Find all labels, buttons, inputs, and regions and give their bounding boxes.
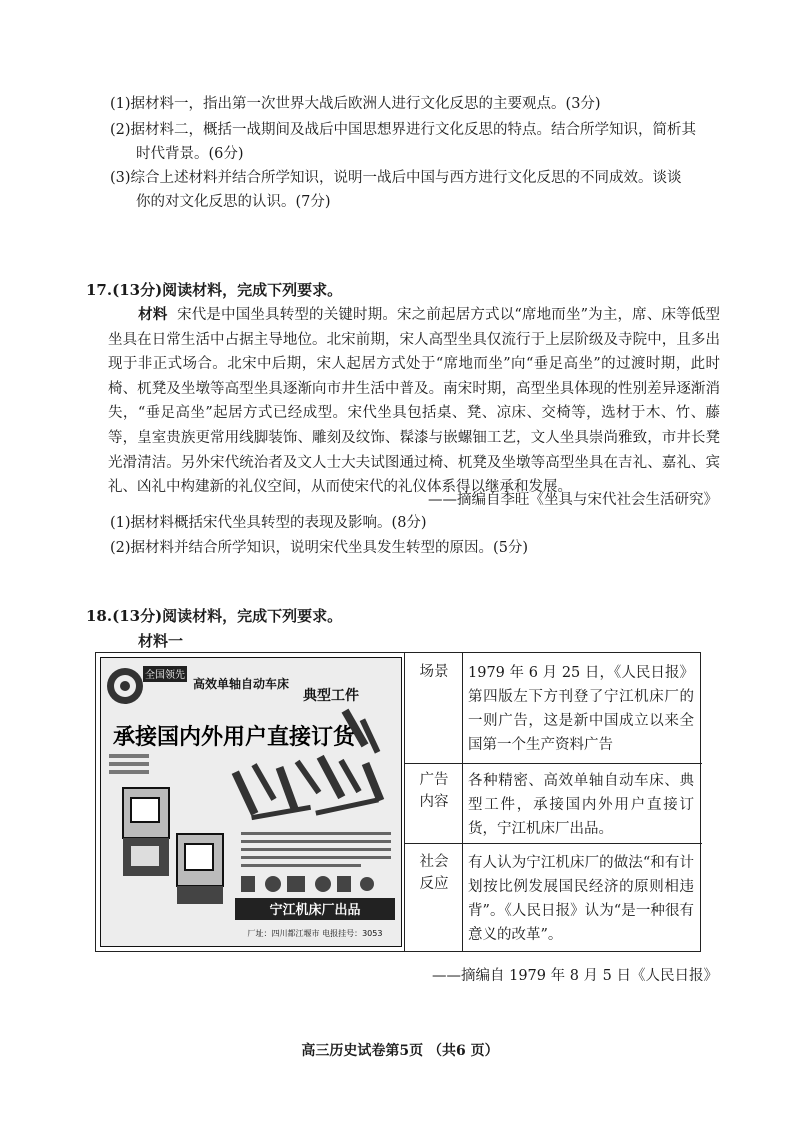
q17-subquestion-1: (1)据材料概括宋代坐具转型的表现及影响。(8分) (110, 515, 427, 531)
q17-material (108, 303, 720, 500)
q16-subquestion-1: (1)据材料一，指出第一次世界大战后欧洲人进行文化反思的主要观点。(3分) (110, 96, 601, 112)
table-divider-column (462, 653, 463, 951)
row-text-social-reaction: 有人认为宁江机床厂的做法“和有计划按比例发展国民经济的原则相违背”。《人民日报》认为“是一种很有意义的改革”。 (468, 855, 694, 943)
table-divider-vertical (404, 653, 405, 951)
row-label-social-reaction: 社会 反应 (419, 854, 449, 892)
poster-address: 厂址：四川都江堰市 电报挂号：3053 (247, 929, 383, 938)
q18-heading: 18.(13分)阅读材料，完成下列要求。 (86, 607, 343, 625)
poster-headline: 承接国内外用户直接订货 (113, 725, 356, 750)
q16-subquestion-2: (2)据材料二，概括一战期间及战后中国思想界进行文化反思的特点。结合所学知识，简析其 (110, 122, 697, 138)
table-divider-row-1 (404, 763, 702, 764)
q17-source: ——摘编自李旺《坐具与宋代社会生活研究》 (428, 492, 718, 508)
table-divider-row-2 (404, 843, 702, 844)
poster-maker: 宁江机床厂出品 (269, 903, 361, 918)
row-text-scene: 1979 年 6 月 25 日，《人民日报》第四版左下方刊登了宁江机床厂的一则广告，这是新中国成立以来全国第一个生产资料广告 (468, 665, 694, 753)
q16-subquestion-3-cont: 你的对文化反思的认识。(7分) (136, 194, 331, 210)
material1-table (95, 652, 701, 952)
page-footer: 高三历史试卷第5页 （共6 页） (301, 1043, 499, 1059)
row-label-ad-content: 广告 内容 (419, 772, 449, 810)
ad-poster-image (100, 657, 402, 947)
q17-subquestion-2: (2)据材料并结合所学知识，说明宋代坐具发生转型的原因。(5分) (110, 540, 529, 556)
q16-subquestion-3: (3)综合上述材料并结合所学知识，说明一战后中国与西方进行文化反思的不同成效。谈谈 (110, 170, 682, 186)
q17-material-text: 宋代是中国坐具转型的关键时期。宋之前起居方式以“席地而坐”为主，席、床等低型坐具在日常生活中占据主导地位。北宋前期，宋人高型坐具仅流行于上层阶级及寺院中，且多出现于非正式场合。北宋中后期，宋人起居方式处于“席地而坐”向“垂足高坐”的过渡时期，此时椅、杌凳及坐墩等高型坐具逐渐向市井生活中普及。南宋时期，高型坐具体现的性别差异逐渐消失，“垂足高坐”起居方式已经成型。宋代坐具包括桌、凳、凉床、交椅等，选材于木、竹、藤等，皇室贵族更常用线脚装饰、雕刻及纹饰、髹漆与嵌螺钿工艺，文人坐具崇尚雅致，市井长凳光滑清洁。另外宋代统治者及文人士大夫试图通过椅、杌凳及坐墩等高型坐具在吉礼、嘉礼、宾礼、凶礼中构建新的礼仪空间，从而使宋代的礼仪体系得以继承和发展。 (108, 307, 721, 496)
poster-seal: 全国领先 (145, 670, 185, 681)
q17-material-label: 材料 (138, 306, 168, 323)
q18-material1-label: 材料一 (138, 632, 184, 650)
poster-typical: 典型工件 (303, 688, 359, 704)
q17-heading: 17.(13分)阅读材料，完成下列要求。 (86, 281, 343, 299)
row-label-scene: 场景 (419, 664, 449, 680)
ad-poster-graphic (101, 658, 401, 946)
row-text-ad-content: 各种精密、高效单轴自动车床、典型工件，承接国内外用户直接订货，宁江机床厂出品。 (468, 773, 694, 837)
poster-top-small: 高效单轴自动车床 (193, 677, 290, 691)
q16-subquestion-2-cont: 时代背景。(6分) (136, 146, 244, 162)
q18-source: ——摘编自 1979 年 8 月 5 日《人民日报》 (431, 968, 718, 984)
